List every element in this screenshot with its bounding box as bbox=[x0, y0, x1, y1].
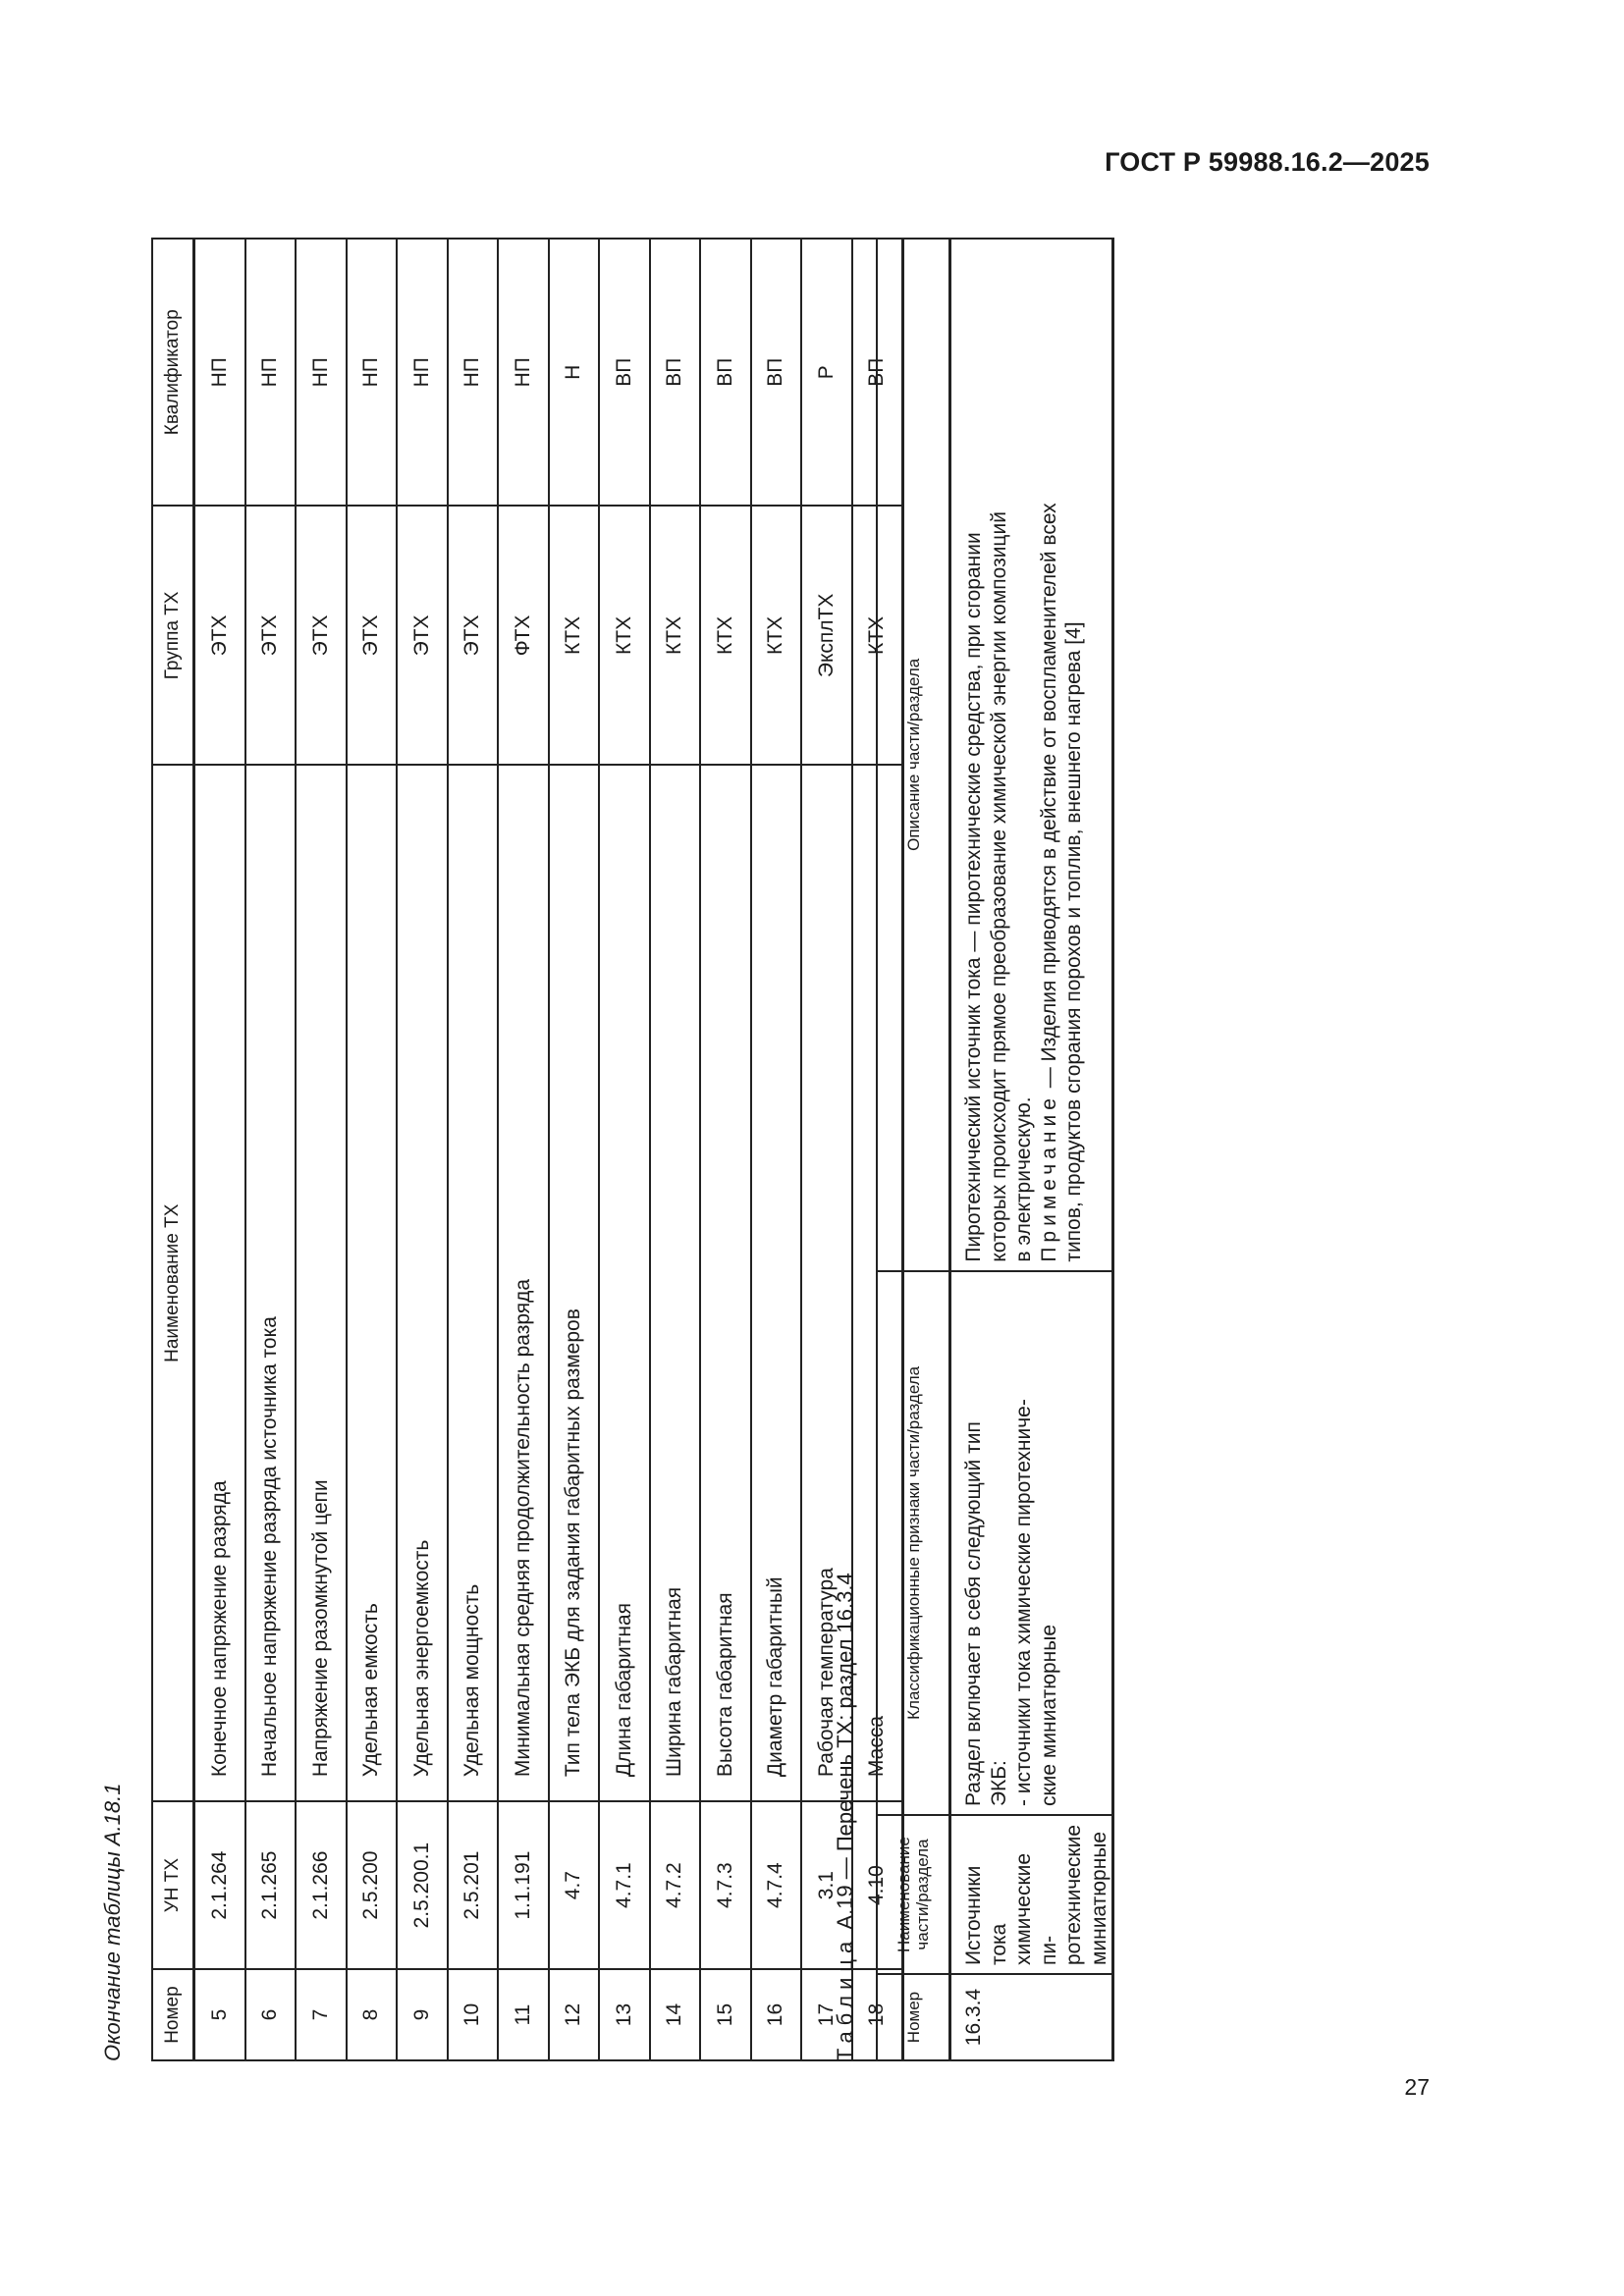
table-row bbox=[599, 239, 650, 2060]
table1-body bbox=[194, 239, 903, 2060]
cell-un-tx: 4.7.4 bbox=[751, 1801, 802, 1969]
cell-group-tx: ЭТХ bbox=[347, 506, 398, 765]
cell-group-tx: ЭТХ bbox=[194, 506, 245, 765]
col-name-tx: Наименование ТХ bbox=[152, 765, 194, 1801]
cell-group-tx: КТХ bbox=[700, 506, 751, 765]
table2-row bbox=[950, 239, 1113, 2060]
row2-features: Раздел включает в себя следующий тип ЭКБ: - источники тока химические пиротехниче- ские миниатюрные bbox=[950, 1271, 1113, 1815]
table-row bbox=[700, 239, 751, 2060]
row2-number: 16.3.4 bbox=[950, 1974, 1113, 2060]
cell-un-tx: 4.7.2 bbox=[650, 1801, 701, 1969]
table-row bbox=[751, 239, 802, 2060]
cell-number: 10 bbox=[448, 1969, 499, 2060]
cell-name-tx: Напряжение разомкнутой цепи bbox=[296, 765, 347, 1801]
cell-qualifier: НП bbox=[194, 239, 245, 506]
note-label: Примечание bbox=[1037, 1094, 1060, 1262]
cell-name-tx: Длина габаритная bbox=[599, 765, 650, 1801]
cell-qualifier: НП bbox=[397, 239, 448, 506]
cell-name-tx: Высота габаритная bbox=[700, 765, 751, 1801]
cell-qualifier: НП bbox=[245, 239, 297, 506]
cell-name-tx: Диаметр габаритный bbox=[751, 765, 802, 1801]
cell-number: 6 bbox=[245, 1969, 297, 2060]
table-a18-1-end bbox=[151, 238, 904, 2061]
cell-un-tx: 2.1.266 bbox=[296, 1801, 347, 1969]
table-a19 bbox=[876, 238, 1114, 2061]
page-number: 27 bbox=[1404, 2074, 1430, 2100]
col2-features: Классификационные признаки части/раздела bbox=[877, 1271, 950, 1815]
cell-name-tx: Удельная мощность bbox=[448, 765, 499, 1801]
cell-name-tx: Ширина габаритная bbox=[650, 765, 701, 1801]
cell-name-tx: Тип тела ЭКБ для задания габаритных размеров bbox=[549, 765, 600, 1801]
col-group-tx: Группа ТХ bbox=[152, 506, 194, 765]
cell-un-tx: 4.10 bbox=[852, 1801, 903, 1969]
cell-group-tx: ЭксплТХ bbox=[801, 506, 852, 765]
col-number: Номер bbox=[152, 1969, 194, 2060]
cell-group-tx: КТХ bbox=[650, 506, 701, 765]
cell-qualifier: ВП bbox=[700, 239, 751, 506]
cell-number: 16 bbox=[751, 1969, 802, 2060]
table1-header-row bbox=[152, 239, 194, 2060]
table2-header-row bbox=[877, 239, 950, 2060]
cell-group-tx: ЭТХ bbox=[245, 506, 297, 765]
table1-caption: Окончание таблицы А.18.1 bbox=[100, 1783, 125, 2061]
cell-qualifier: ВП bbox=[751, 239, 802, 506]
cell-number: 13 bbox=[599, 1969, 650, 2060]
cell-group-tx: ФТХ bbox=[498, 506, 549, 765]
cell-un-tx: 4.7.3 bbox=[700, 1801, 751, 1969]
cell-number: 18 bbox=[852, 1969, 903, 2060]
table-row bbox=[296, 239, 347, 2060]
cell-qualifier: Н bbox=[549, 239, 600, 506]
table-row bbox=[194, 239, 245, 2060]
table-row bbox=[498, 239, 549, 2060]
rotated-content bbox=[100, 196, 1259, 2061]
cell-un-tx: 1.1.191 bbox=[498, 1801, 549, 1969]
table-row bbox=[448, 239, 499, 2060]
table-row bbox=[549, 239, 600, 2060]
cell-un-tx: 2.5.200.1 bbox=[397, 1801, 448, 1969]
cell-name-tx: Удельная энергоемкость bbox=[397, 765, 448, 1801]
table2-caption-label: Таблица bbox=[833, 1935, 857, 2061]
cell-number: 8 bbox=[347, 1969, 398, 2060]
table2-caption-text: А.19 — Перечень ТХ: раздел 16.3.4 bbox=[833, 1573, 857, 1930]
cell-number: 7 bbox=[296, 1969, 347, 2060]
cell-number: 11 bbox=[498, 1969, 549, 2060]
cell-un-tx: 2.1.264 bbox=[194, 1801, 245, 1969]
cell-qualifier: ВП bbox=[599, 239, 650, 506]
cell-name-tx: Минимальная средняя продолжительность разряда bbox=[498, 765, 549, 1801]
cell-name-tx: Удельная емкость bbox=[347, 765, 398, 1801]
col-qualifier: Квалификатор bbox=[152, 239, 194, 506]
cell-group-tx: КТХ bbox=[751, 506, 802, 765]
cell-un-tx: 4.7.1 bbox=[599, 1801, 650, 1969]
cell-qualifier: НП bbox=[448, 239, 499, 506]
col2-description: Описание части/раздела bbox=[877, 239, 950, 1271]
cell-name-tx: Конечное напряжение разряда bbox=[194, 765, 245, 1801]
table-row bbox=[347, 239, 398, 2060]
cell-qualifier: НП bbox=[498, 239, 549, 506]
cell-name-tx: Рабочая температура bbox=[801, 765, 852, 1801]
cell-group-tx: ЭТХ bbox=[448, 506, 499, 765]
cell-un-tx: 2.5.201 bbox=[448, 1801, 499, 1969]
row2-description: Пиротехнический источник тока — пиротехнические средства, при сгорании которых происходит прямое преобразование химической энергии композиций в электрическую. Примечание — Изделия приводятся в действие от воспламенителей всех типов, продуктов сгорания порохов и топлив, внешнего нагрева [4] bbox=[950, 239, 1113, 1271]
cell-number: 14 bbox=[650, 1969, 701, 2060]
cell-group-tx: КТХ bbox=[549, 506, 600, 765]
cell-number: 5 bbox=[194, 1969, 245, 2060]
cell-qualifier: НП bbox=[296, 239, 347, 506]
col2-name: Наименование части/раздела bbox=[877, 1815, 950, 1974]
cell-number: 15 bbox=[700, 1969, 751, 2060]
col-un-tx: УН ТХ bbox=[152, 1801, 194, 1969]
row2-note bbox=[1037, 247, 1062, 1262]
table2-caption bbox=[833, 1573, 858, 2061]
table-row bbox=[245, 239, 297, 2060]
cell-number: 9 bbox=[397, 1969, 448, 2060]
cell-name-tx: Масса bbox=[852, 765, 903, 1801]
cell-group-tx: КТХ bbox=[852, 506, 903, 765]
cell-un-tx: 3.1 bbox=[801, 1801, 852, 1969]
table-row bbox=[650, 239, 701, 2060]
cell-qualifier: ВП bbox=[852, 239, 903, 506]
cell-group-tx: КТХ bbox=[599, 506, 650, 765]
cell-group-tx: ЭТХ bbox=[296, 506, 347, 765]
cell-un-tx: 2.1.265 bbox=[245, 1801, 297, 1969]
cell-qualifier: НП bbox=[347, 239, 398, 506]
table-row bbox=[397, 239, 448, 2060]
cell-number: 17 bbox=[801, 1969, 852, 2060]
cell-qualifier: ВП bbox=[650, 239, 701, 506]
cell-qualifier: Р bbox=[801, 239, 852, 506]
cell-number: 12 bbox=[549, 1969, 600, 2060]
cell-name-tx: Начальное напряжение разряда источника тока bbox=[245, 765, 297, 1801]
col2-number: Номер bbox=[877, 1974, 950, 2060]
cell-group-tx: ЭТХ bbox=[397, 506, 448, 765]
cell-un-tx: 2.5.200 bbox=[347, 1801, 398, 1969]
note-text: — Изделия приводятся в действие от воспламенителей всех bbox=[1037, 503, 1060, 1095]
row2-name: Источники тока химические пи- ротехнические миниатюрные bbox=[950, 1815, 1113, 1974]
cell-un-tx: 4.7 bbox=[549, 1801, 600, 1969]
document-code: ГОСТ Р 59988.16.2—2025 bbox=[1105, 147, 1430, 177]
